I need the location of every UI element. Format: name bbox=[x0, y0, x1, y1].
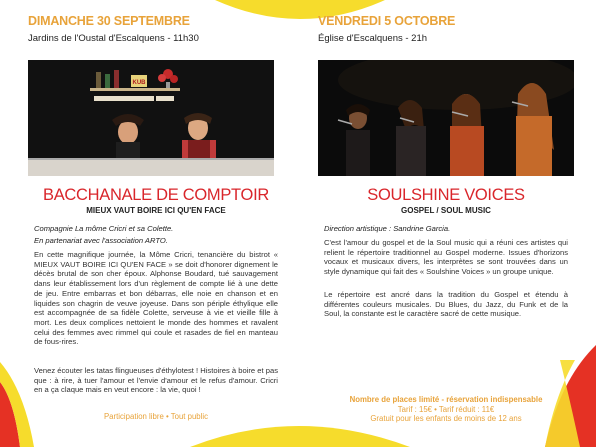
performer-left bbox=[118, 120, 138, 144]
artistic-direction-credit: Direction artistique : Sandrine Garcia. bbox=[324, 224, 451, 233]
bar-scene-illustration bbox=[28, 60, 274, 176]
description-paragraph-2: Venez écouter les tatas flingueuses d'éthylotest ! Histoires à boire et pas que : à rire, à tuer l'amour et l'envie d'amour et le refus d'amour. Cricri en a ça claque mais en veut encore : la vie, quoi ! bbox=[34, 366, 278, 395]
reservation-note: Nombre de places limité - réservation indispensable bbox=[349, 395, 543, 404]
description-paragraph-1: En cette magnifique journée, la Môme Cricri, tenancière du bistrot « MIEUX VAUT BOIRE ICI QU'EN FACE » se doit d'honorer dignement le décès brutal de son cher époux. Alphonse Boudard, tué sauvagement dans leur établissement lors d'un règlement de compte lié à une dette de jeu. Entre embarras et bon débarras, elle noie en chanson et en liquides son chagrin de veuve joyeuse. Dans son périple éthylique elle est accompagnée de sa fidèle Colette, serveuse à vie et vieille fille à mort. Les deux complices nettoient le monde des hommes et ravalent celui des femmes avec rimmel qui coule et rasades de fiel en manteau de fous-rires. bbox=[34, 250, 278, 347]
event-date: DIMANCHE 30 SEPTEMBRE bbox=[28, 14, 190, 28]
event-photo-soulshine bbox=[318, 60, 574, 176]
description-paragraph-1: C'est l'amour du gospel et de la Soul music qui a réuni ces artistes qui relient le répertoire traditionnel au Gospel moderne. Issues d'horizons vocaux et musicaux divers, les interprètes se sont trouvées dans un style dynamique qui fait des « Soulshine Voices » un groupe unique. bbox=[324, 238, 568, 277]
event-subtitle: GOSPEL / SOUL MUSIC bbox=[401, 206, 491, 215]
company-credit: Compagnie La môme Cricri et sa Colette. bbox=[34, 224, 174, 233]
event-date: VENDREDI 5 OCTOBRE bbox=[318, 14, 456, 28]
event-photo-bacchanale bbox=[28, 60, 274, 176]
event-venue: Jardins de l'Oustal d'Escalquens - 11h30 bbox=[28, 33, 199, 44]
description-paragraph-2: Le répertoire est ancré dans la tradition du Gospel et étendu à différentes couleurs musicales. Du Blues, du Jazz, du Funk et de la Soul, la constante est le caractère sacré de cette musique. bbox=[324, 290, 568, 319]
singers-illustration bbox=[318, 60, 574, 176]
event-venue: Église d'Escalquens - 21h bbox=[318, 33, 428, 44]
partner-credit: En partenariat avec l'association ARTO. bbox=[34, 236, 168, 245]
svg-text:KUB: KUB bbox=[132, 80, 146, 86]
event-title: SOULSHINE VOICES bbox=[367, 186, 525, 204]
bar-counter bbox=[28, 158, 274, 176]
event-subtitle: MIEUX VAUT BOIRE ICI QU'EN FACE bbox=[86, 206, 226, 215]
free-entry-note: Gratuit pour les enfants de moins de 12 ans bbox=[370, 414, 522, 423]
event-title: BACCHANALE DE COMPTOIR bbox=[43, 186, 269, 204]
event-footer: Participation libre • Tout public bbox=[103, 412, 208, 421]
price-info: Tarif : 15€ • Tarif réduit : 11€ bbox=[397, 405, 495, 414]
